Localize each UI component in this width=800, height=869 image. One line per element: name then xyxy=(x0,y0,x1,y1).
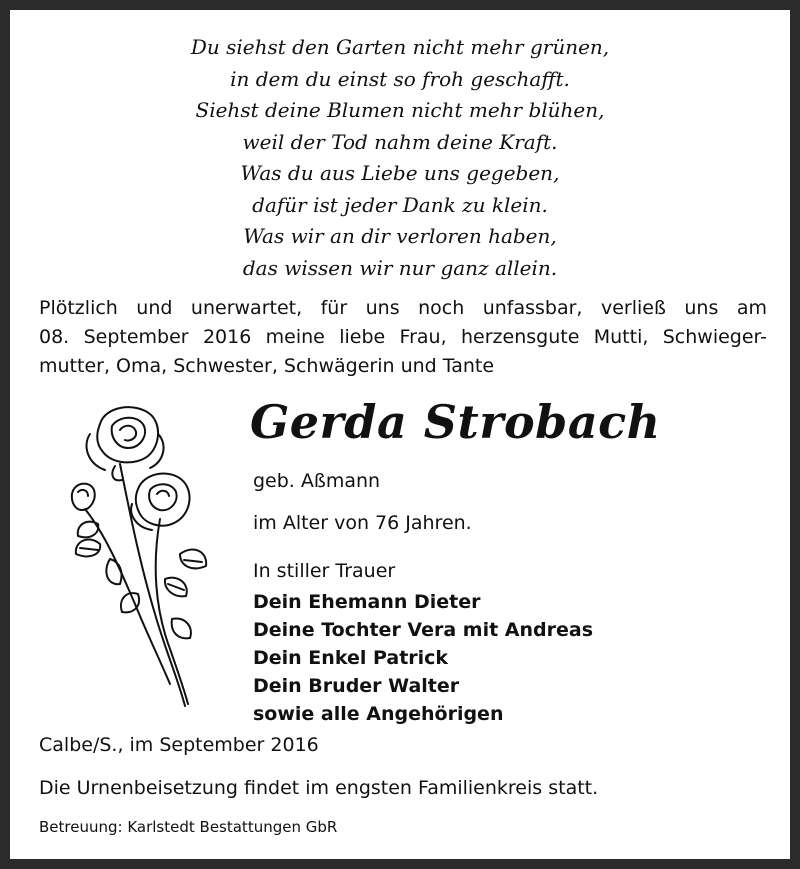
obituary-notice xyxy=(10,10,790,859)
poem-line: weil der Tod nahm deine Kraft. xyxy=(242,129,558,154)
place-date: Calbe/S., im September 2016 xyxy=(39,734,319,756)
burial-note: Die Urnenbeisetzung findet im engsten Familienkreis statt. xyxy=(39,777,599,799)
funeral-home: Betreuung: Karlstedt Bestattungen GbR xyxy=(39,818,338,836)
poem-line: Was wir an dir verloren haben, xyxy=(243,224,557,248)
age-at-death: im Alter von 76 Jahren. xyxy=(253,512,472,534)
poem-line: Siehst deine Blumen nicht mehr blühen, xyxy=(195,98,605,122)
poem-line: dafür ist jeder Dank zu klein. xyxy=(252,192,548,217)
mourner: Dein Enkel Patrick xyxy=(253,647,449,669)
mourner: Deine Tochter Vera mit Andreas xyxy=(253,619,594,641)
mourners-list xyxy=(253,588,593,728)
poem-line: Du siehst den Garten nicht mehr grünen, xyxy=(190,35,610,59)
announcement-line: Plötzlich und unerwartet, für uns noch unfassbar, verließ uns am xyxy=(39,297,767,319)
announcement-line: 08. September 2016 meine liebe Frau, herzensgute Mutti, Schwieger- xyxy=(39,326,767,348)
deceased-name: Gerda Strobach xyxy=(250,395,661,449)
maiden-name: geb. Aßmann xyxy=(253,470,381,492)
mourning-heading: In stiller Trauer xyxy=(253,560,396,582)
memorial-poem xyxy=(10,32,790,284)
announcement-line: mutter, Oma, Schwester, Schwägerin und Tante xyxy=(39,355,495,377)
mourner: Dein Bruder Walter xyxy=(253,675,460,697)
poem-line: in dem du einst so froh geschafft. xyxy=(230,66,570,91)
death-announcement xyxy=(39,294,767,381)
poem-line: Was du aus Liebe uns gegeben, xyxy=(240,161,560,185)
mourner: Dein Ehemann Dieter xyxy=(253,591,481,613)
mourner: sowie alle Angehörigen xyxy=(253,703,504,725)
roses-illustration xyxy=(60,394,210,714)
poem-line: das wissen wir nur ganz allein. xyxy=(242,255,558,280)
